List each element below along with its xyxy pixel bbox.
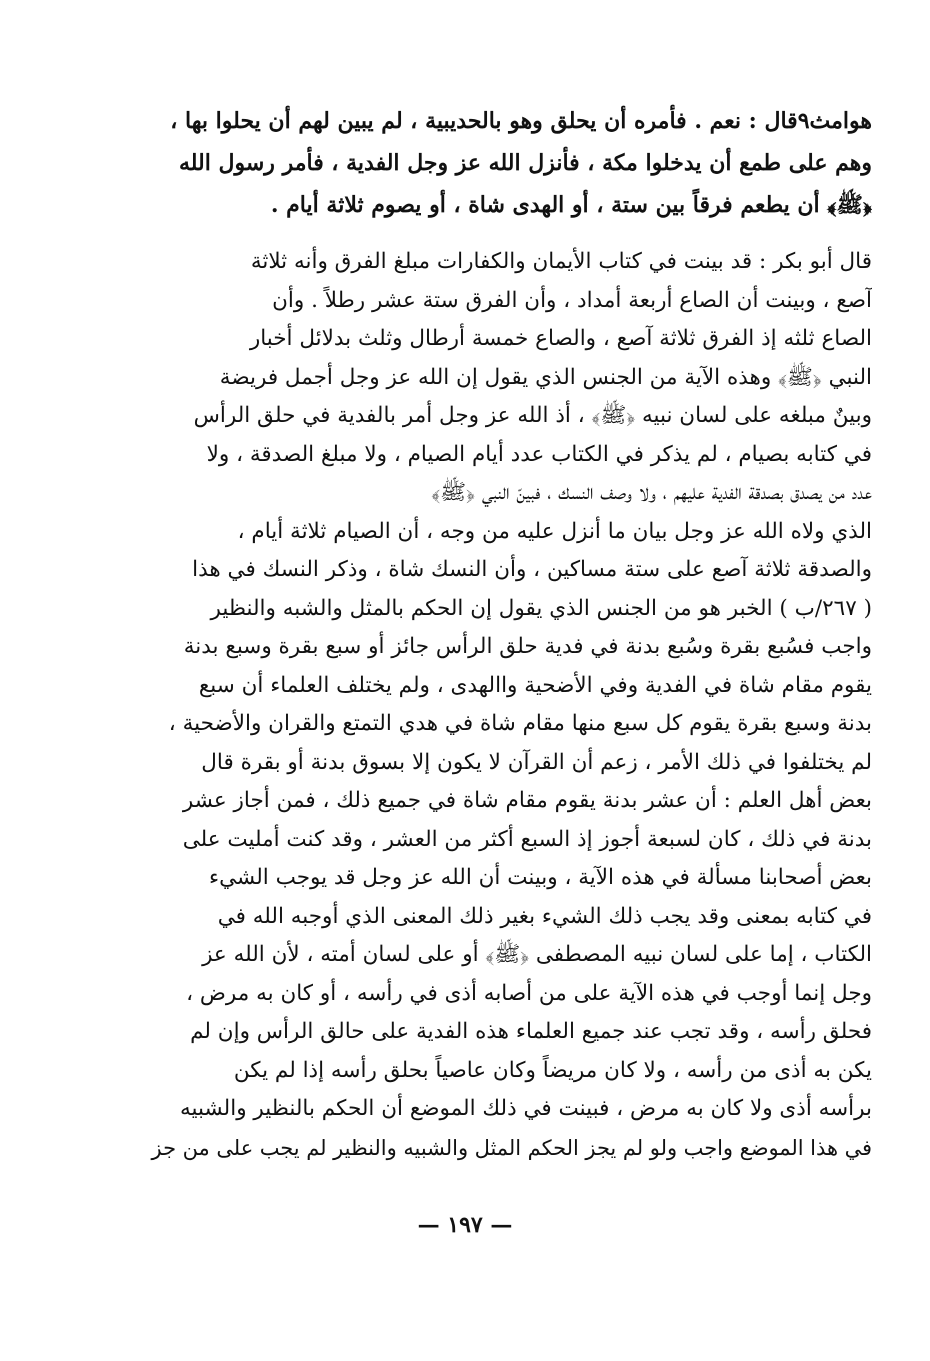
text-line: بدنة وسبع بقرة يقوم كل سبع منها مقام شاة في هدي التمتع والقران والأضحية ، (168, 711, 872, 736)
text-line: ﴿ﷺ﴾ أن يطعم فرقاً بين ستة ، أو الهدى شاة ، أو يصوم ثلاثة أيام . (270, 192, 872, 218)
text-line: وهم على طمع أن يدخلوا مكة ، فأنزل الله عز وجل الفدية ، فأمر رسول الله (178, 150, 872, 176)
text-line: بعض أصحابنا مسألة في هذه الآية ، وبينت أن الله عز وجل قد يوجب الشيء (209, 865, 872, 890)
text-line: ( ٢٦٧/ب ) الخبر هو من الجنس الذي يقول إن الحكم بالمثل والشبه والنظير (210, 595, 872, 621)
text-line: النبي ﴿ﷺ﴾ وهذه الآية من الجنس الذي يقول إن الله عز وجل أجمل فريضة (219, 364, 872, 390)
text-line: وبينٌ مبلغه على لسان نبيه ﴿ﷺ﴾ ، أذ الله عز وجل أمر بالفدية في حلق الرأس (193, 403, 872, 428)
text-line: بدنة في ذلك ، كان لسبعة أجوز إذ السبع أكثر من العشر ، وقد كنت أمليت على (182, 826, 872, 852)
text-line: بعض أهل العلم : أن عشر بدنة يقوم مقام شاة في جميع ذلك ، فمن أجاز عشر (182, 788, 872, 813)
text-line: الصاع ثلثه إذ الفرق ثلاثة آصع ، والصاع خمسة أرطال وثلث بدلائل أخبار (249, 326, 872, 351)
text-line: الكتاب ، إما على لسان نبيه المصطفى ﴿ﷺ﴾ أو على لسان أمته ، لأن الله عز (202, 942, 872, 967)
text-line: وجل إنما أوجب في هذه الآية على من أصابه أذى في رأسه ، أو كان به مرض ، (186, 980, 872, 1006)
page-body (150, 100, 872, 1167)
text-line: يقوم مقام شاة في الفدية وفي الأضحية واالهدى ، ولم يختلف العلماء أن سبع (198, 672, 872, 698)
text-line: الذي ولاه الله عز وجل بيان ما أنزل عليه من وجه ، أن الصيام ثلاثة أيام ، (237, 518, 872, 544)
text-line: لم يختلفوا في ذلك الأمر ، زعم أن القرآن لا يكون إلا بسوق بدنة أو بقرة قال (201, 749, 872, 775)
text-line: آصع ، وبينت أن الصاع أربعة أمداد ، وأن الفرق ستة عشر رطلاً . وأن (272, 287, 872, 313)
text-line: والصدقة ثلاثة آصع على ستة مساكين ، وأن النسك شاة ، وذكر النسك في هذا (192, 557, 872, 582)
section-label: هوامث٩قال (764, 108, 872, 134)
text-line: واجب فسُبع بقرة وسُبع بدنة في فدية حلق الرأس جائز أو سبع بقرة وسبع بدنة (183, 634, 872, 659)
paragraph-1 (150, 100, 872, 226)
text-line: في كتابه بصيام ، لم يذكر في الكتاب عدد أيام الصيام ، ولا مبلغ الصدقة ، ولا (206, 441, 872, 467)
text-line-content: : نعم . فأمره أن يحلق وهو بالحديبية ، لم يبين لهم أن يحلوا بها ، (170, 108, 757, 134)
text-line: في كتابه بمعنى وقد يجب ذلك الشيء بغير ذلك المعنى الذي أوجبه الله في (217, 903, 872, 929)
text-line: فحلق رأسه ، وقد تجب عند جميع العلماء هذه الفدية على حالق الرأس وإن لم (190, 1019, 872, 1044)
text-line: برأسه أذى ولا كان به مرض ، فبينت في ذلك الموضع أن الحكم بالنظير والشبيه (179, 1096, 872, 1121)
text-line: قال أبو بكر : قد بينت في كتاب الأيمان والكفارات مبلغ الفرق وأنه ثلاثة (250, 249, 872, 274)
text-line: يكن به أذى من رأسه ، ولا كان مريضاً وكان عاصياً بحلق رأسه إذا لم يكن (233, 1057, 872, 1083)
text-line: عدد من يصدق بصدقة الفدية عليهم ، ولا وصف النسك ، فبينّ النبي ﴿ﷺ﴾ (431, 480, 872, 505)
paragraph-2 (150, 243, 872, 1167)
text-line: في هذا الموضع واجب ولو لم يجز الحكم المثل والشبيه والنظير لم يجب على من جز (151, 1135, 872, 1160)
text-line (150, 100, 872, 142)
page-number: — ١٩٧ — (417, 1212, 513, 1238)
